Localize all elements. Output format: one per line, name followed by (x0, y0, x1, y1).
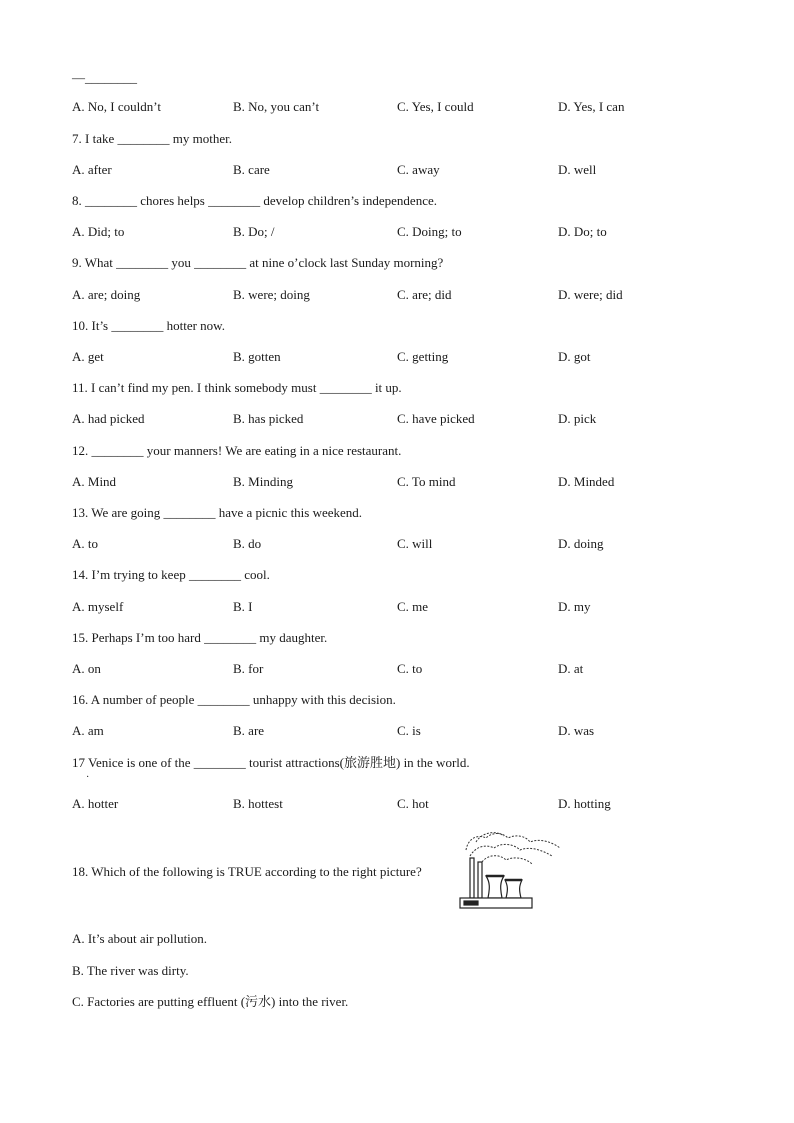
question-18-option-b: B. The river was dirty. (72, 963, 189, 978)
question-15-stem: 15. Perhaps I’m too hard ________ my daughter. (72, 630, 328, 645)
question-7-stem: 7. I take ________ my mother. (72, 131, 232, 146)
factory-smoke-icon (456, 826, 564, 916)
option-d: D. doing (558, 536, 604, 551)
option-b: B. gotten (233, 349, 281, 364)
option-b: B. has picked (233, 411, 304, 426)
option-c: C. hot (397, 796, 429, 811)
question-17-stem: 17 Venice is one of the ________ tourist attractions(旅游胜地) in the world. (72, 755, 470, 770)
option-b: B. Minding (233, 474, 293, 489)
option-b: B. are (233, 723, 265, 738)
option-b: B. Do; / (233, 224, 275, 239)
option-b: B. hottest (233, 796, 283, 811)
option-d: D. Do; to (558, 224, 607, 239)
option-a: A. had picked (72, 411, 145, 426)
option-d: D. at (558, 661, 584, 676)
option-d: D. Minded (558, 474, 615, 489)
answer-blank-line: —________ (72, 70, 137, 85)
option-a: A. hotter (72, 796, 119, 811)
question-12-stem: 12. ________ your manners! We are eating in a nice restaurant. (72, 443, 402, 458)
question-8-stem: 8. ________ chores helps ________ develop children’s independence. (72, 193, 437, 208)
option-c: C. Doing; to (397, 224, 462, 239)
option-d: D. was (558, 723, 595, 738)
option-c: C. are; did (397, 287, 452, 302)
question-13-stem: 13. We are going ________ have a picnic this weekend. (72, 505, 363, 520)
question-14-stem: 14. I’m trying to keep ________ cool. (72, 567, 270, 582)
option-b: B. care (233, 162, 270, 177)
option-d: D. pick (558, 411, 597, 426)
question-18-stem: 18. Which of the following is TRUE according to the right picture? (72, 864, 422, 879)
option-d: D. well (558, 162, 597, 177)
question-18-option-c: C. Factories are putting effluent (污水) into the river. (72, 994, 349, 1009)
option-a: A. on (72, 661, 101, 676)
option-c: C. Yes, I could (397, 99, 474, 114)
option-d: D. my (558, 599, 591, 614)
question-10-stem: 10. It’s ________ hotter now. (72, 318, 225, 333)
option-a: A. to (72, 536, 98, 551)
question-17-mark: · (86, 772, 90, 783)
option-c: C. is (397, 723, 421, 738)
option-c: C. will (397, 536, 433, 551)
option-c: C. have picked (397, 411, 475, 426)
option-a: A. Did; to (72, 224, 125, 239)
option-a: A. myself (72, 599, 124, 614)
option-a: A. Mind (72, 474, 117, 489)
option-a: A. am (72, 723, 104, 738)
option-c: C. me (397, 599, 429, 614)
option-d: D. Yes, I can (558, 99, 625, 114)
option-c: C. away (397, 162, 440, 177)
option-d: D. were; did (558, 287, 623, 302)
question-18-option-a: A. It’s about air pollution. (72, 931, 208, 946)
option-d: D. hotting (558, 796, 611, 811)
option-a: A. No, I couldn’t (72, 99, 161, 114)
option-d: D. got (558, 349, 591, 364)
option-b: B. I (233, 599, 253, 614)
question-16-stem: 16. A number of people ________ unhappy with this decision. (72, 692, 396, 707)
option-b: B. for (233, 661, 264, 676)
option-b: B. No, you can’t (233, 99, 320, 114)
option-b: B. were; doing (233, 287, 310, 302)
option-c: C. to (397, 661, 423, 676)
option-b: B. do (233, 536, 262, 551)
question-9-stem: 9. What ________ you ________ at nine o’clock last Sunday morning? (72, 255, 444, 270)
option-c: C. getting (397, 349, 449, 364)
option-a: A. get (72, 349, 104, 364)
option-a: A. after (72, 162, 112, 177)
option-c: C. To mind (397, 474, 456, 489)
option-a: A. are; doing (72, 287, 141, 302)
question-11-stem: 11. I can’t find my pen. I think somebody must ________ it up. (72, 380, 402, 395)
